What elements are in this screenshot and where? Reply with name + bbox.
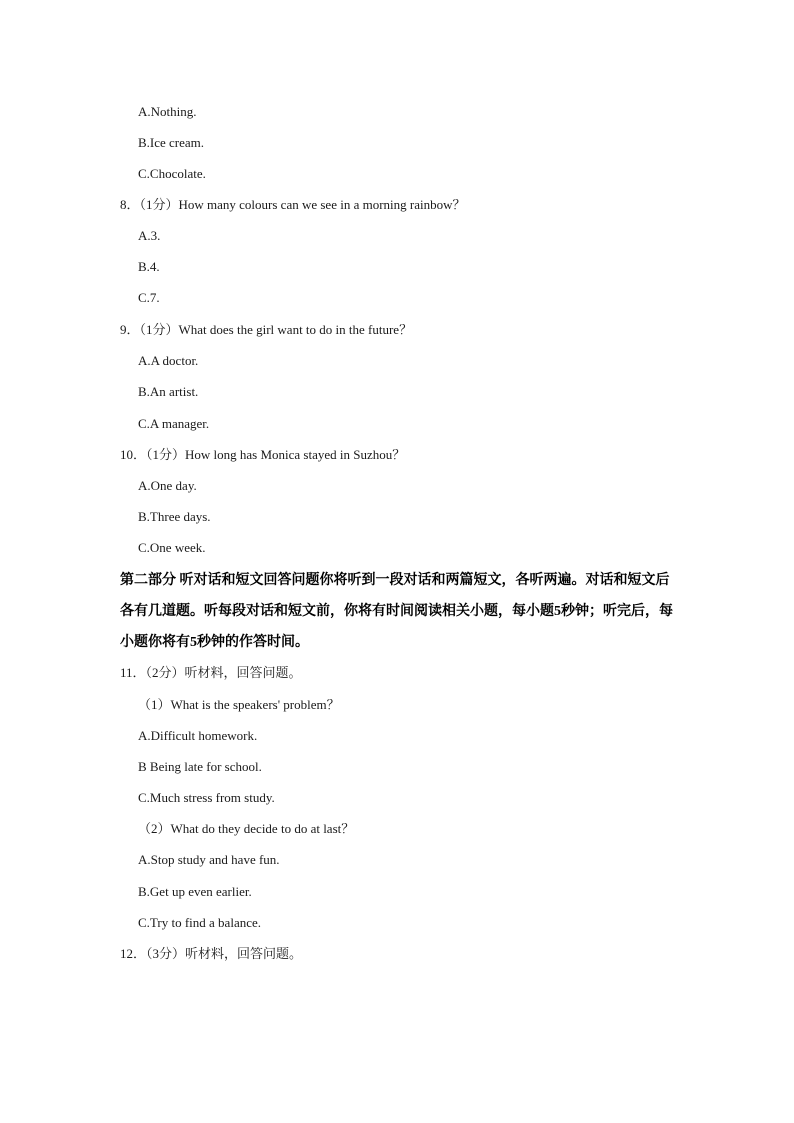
q8-option-a: A.3. [138,228,161,243]
q11-stem: 11．（2分）听材料，回答问题。 [120,665,302,680]
q11-sub2-question: （2）What do they decide to do at last？ [138,821,355,836]
q11-sub2-option-a: A.Stop study and have fun. [138,852,280,867]
q11-sub1-question: （1）What is the speakers' problem？ [138,697,340,712]
q12-stem: 12．（3分）听材料，回答问题。 [120,946,303,961]
q8-stem: 8．（1分）How many colours can we see in a morning rainbow？ [120,197,466,212]
q8-option-c: C.7. [138,290,160,305]
q10-option-a: A.One day. [138,478,197,493]
q8-option-b: B.4. [138,259,160,274]
q10-option-c: C.One week. [138,540,206,555]
q9-stem: 9．（1分）What does the girl want to do in the future？ [120,322,413,337]
q11-sub1-option-a: A.Difficult homework. [138,728,258,743]
q10-option-b: B.Three days. [138,509,211,524]
q11-sub2-option-b: B.Get up even earlier. [138,884,252,899]
q7-option-b: B.Ice cream. [138,135,205,150]
q9-option-a: A.A doctor. [138,353,199,368]
q11-sub1-option-b: B Being late for school. [138,759,262,774]
q9-option-b: B.An artist. [138,384,199,399]
q7-option-c: C.Chocolate. [138,166,206,181]
q11-sub1-option-c: C.Much stress from study. [138,790,275,805]
q7-option-a: A.Nothing. [138,104,197,119]
part2-heading: 第二部分 听对话和短文回答问题你将听到一段对话和两篇短文，各听两遍。对话和短文后各有几道题。听每段对话和短文前，你将有时间阅读相关小题，每小题5秒钟；听完后，每小题你将有5秒钟的作答时间。 [120,573,673,650]
q11-sub2-option-c: C.Try to find a balance. [138,915,261,930]
q10-stem: 10．（1分）How long has Monica stayed in Suzhou？ [120,447,406,462]
q9-option-c: C.A manager. [138,416,210,431]
